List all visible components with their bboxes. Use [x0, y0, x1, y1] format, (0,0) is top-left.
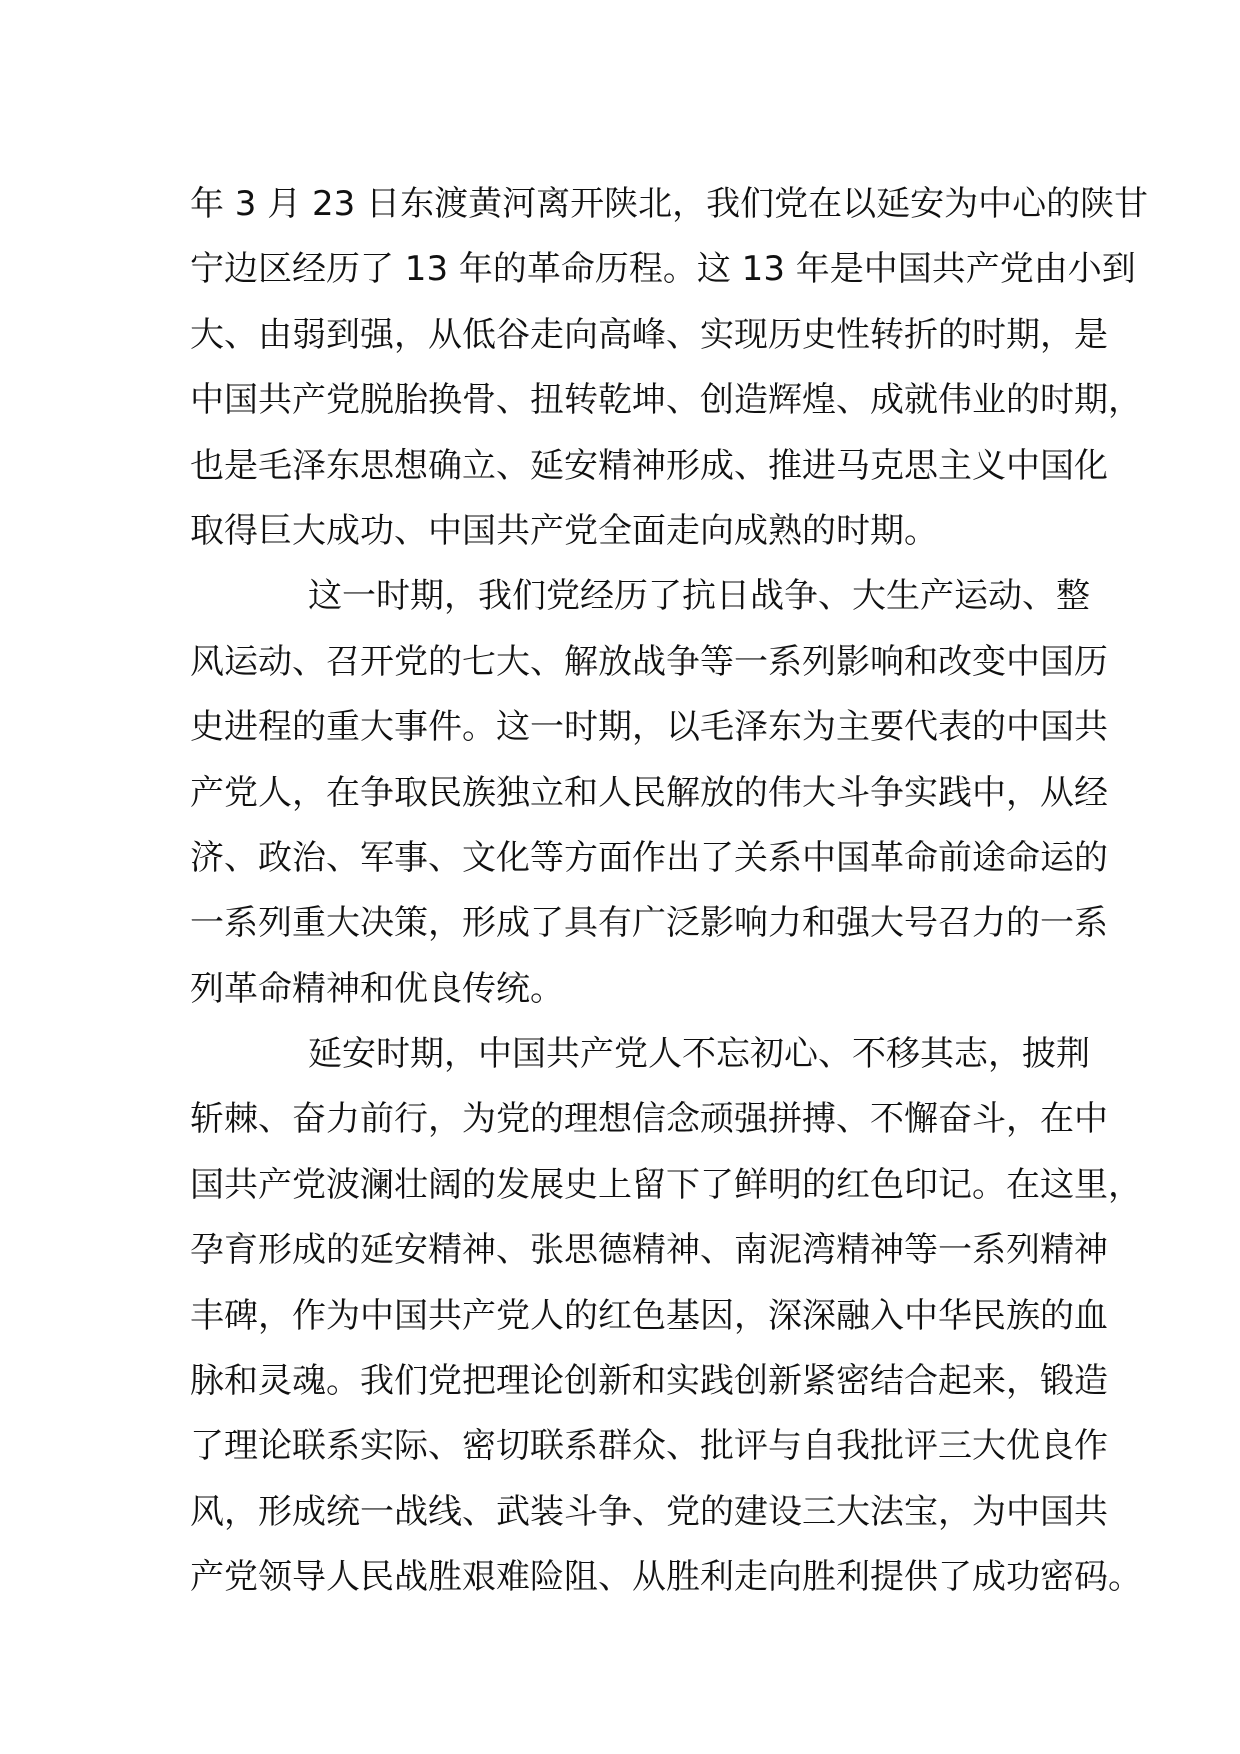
text-line: 风，形成统一战线、武装斗争、党的建设三大法宝，为中国共: [190, 1491, 1108, 1532]
text-line: 产党领导人民战胜艰难险阻、从胜利走向胜利提供了成功密码。: [190, 1557, 1142, 1598]
text-line: 一系列重大决策，形成了具有广泛影响力和强大号召力的一系: [190, 903, 1108, 944]
text-line: 取得巨大成功、中国共产党全面走向成熟的时期。: [190, 510, 938, 551]
text-line: 也是毛泽东思想确立、延安精神形成、推进马克思主义中国化: [190, 445, 1108, 486]
text-line: 列革命精神和优良传统。: [190, 968, 564, 1009]
body-text: [190, 172, 1149, 1611]
text-line: 中国共产党脱胎换骨、扭转乾坤、创造辉煌、成就伟业的时期，: [190, 380, 1142, 421]
text-line: 宁边区经历了 13 年的革命历程。这 13 年是中国共产党由小到: [190, 249, 1136, 290]
text-line-first: 这一时期，我们党经历了抗日战争、大生产运动、整: [308, 576, 1090, 617]
text-line: 了理论联系实际、密切联系群众、批评与自我批评三大优良作: [190, 1426, 1108, 1467]
text-line: 济、政治、军事、文化等方面作出了关系中国革命前途命运的: [190, 837, 1108, 878]
text-line: 脉和灵魂。我们党把理论创新和实践创新紧密结合起来，锻造: [190, 1361, 1108, 1402]
text-line: 国共产党波澜壮阔的发展史上留下了鲜明的红色印记。在这里，: [190, 1164, 1142, 1205]
paragraph-1: [190, 172, 1149, 564]
text-line: 产党人，在争取民族独立和人民解放的伟大斗争实践中，从经: [190, 772, 1108, 813]
text-line-first: 延安时期，中国共产党人不忘初心、不移其志，披荆: [308, 1034, 1090, 1075]
paragraph-2: [190, 564, 1108, 1022]
text-line: 丰碑，作为中国共产党人的红色基因，深深融入中华民族的血: [190, 1295, 1108, 1336]
text-line: 年 3 月 23 日东渡黄河离开陕北，我们党在以延安为中心的陕甘: [190, 184, 1149, 224]
paragraph-3: [190, 1022, 1142, 1611]
text-line: 斩棘、奋力前行，为党的理想信念顽强拼搏、不懈奋斗，在中: [190, 1099, 1108, 1140]
text-line: 史进程的重大事件。这一时期，以毛泽东为主要代表的中国共: [190, 707, 1108, 748]
text-line: 风运动、召开党的七大、解放战争等一系列影响和改变中国历: [190, 641, 1108, 682]
text-line: 孕育形成的延安精神、张思德精神、南泥湾精神等一系列精神: [190, 1230, 1108, 1271]
text-line: 大、由弱到强，从低谷走向高峰、实现历史性转折的时期，是: [190, 314, 1108, 355]
